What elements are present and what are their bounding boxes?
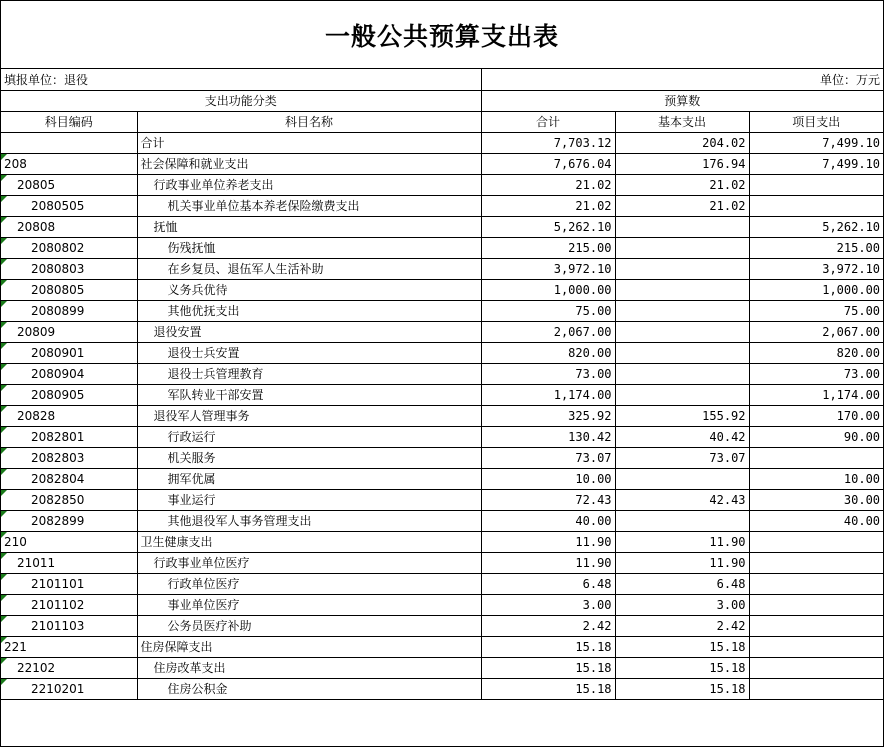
cell-name: 机关事业单位基本养老保险缴费支出 (137, 195, 481, 216)
cell-total: 2,067.00 (481, 321, 615, 342)
cell-name: 退役军人管理事务 (137, 405, 481, 426)
cell-project (749, 594, 883, 615)
cell-name: 义务兵优待 (137, 279, 481, 300)
cell-code: 20808 (1, 216, 137, 237)
cell-project: 5,262.10 (749, 216, 883, 237)
cell-total: 10.00 (481, 468, 615, 489)
cell-code: 2210201 (1, 678, 137, 699)
cell-project: 7,499.10 (749, 153, 883, 174)
cell-project (749, 531, 883, 552)
cell-name: 行政事业单位养老支出 (137, 174, 481, 195)
cell-total: 73.00 (481, 363, 615, 384)
cell-total: 2.42 (481, 615, 615, 636)
table-row (1, 384, 883, 405)
cell-total: 1,174.00 (481, 384, 615, 405)
cell-basic (615, 384, 749, 405)
cell-total: 11.90 (481, 531, 615, 552)
cell-code: 21011 (1, 552, 137, 573)
cell-name: 住房改革支出 (137, 657, 481, 678)
cell-basic (615, 279, 749, 300)
cell-project (749, 615, 883, 636)
cell-code: 2082899 (1, 510, 137, 531)
cell-code: 2080505 (1, 195, 137, 216)
cell-name: 退役士兵管理教育 (137, 363, 481, 384)
table-row (1, 531, 883, 552)
table-row (1, 279, 883, 300)
table-row (1, 300, 883, 321)
cell-total: 3.00 (481, 594, 615, 615)
cell-name: 社会保障和就业支出 (137, 153, 481, 174)
budget-table (1, 69, 883, 700)
table-row (1, 216, 883, 237)
cell-project: 7,499.10 (749, 132, 883, 153)
cell-total: 15.18 (481, 678, 615, 699)
cell-project (749, 174, 883, 195)
cell-code: 2080905 (1, 384, 137, 405)
cell-total: 325.92 (481, 405, 615, 426)
cell-code: 2080899 (1, 300, 137, 321)
cell-code: 20809 (1, 321, 137, 342)
cell-basic (615, 237, 749, 258)
cell-total: 15.18 (481, 657, 615, 678)
cell-code: 2101101 (1, 573, 137, 594)
cell-total: 215.00 (481, 237, 615, 258)
cell-name: 事业单位医疗 (137, 594, 481, 615)
cell-code: 2082850 (1, 489, 137, 510)
cell-basic: 176.94 (615, 153, 749, 174)
cell-name: 退役士兵安置 (137, 342, 481, 363)
cell-name: 合计 (137, 132, 481, 153)
cell-basic (615, 468, 749, 489)
header-budget: 预算数 (481, 90, 883, 111)
cell-total: 1,000.00 (481, 279, 615, 300)
table-row (1, 678, 883, 699)
cell-project: 75.00 (749, 300, 883, 321)
cell-basic: 15.18 (615, 678, 749, 699)
cell-code: 2082804 (1, 468, 137, 489)
cell-project: 820.00 (749, 342, 883, 363)
cell-name: 住房公积金 (137, 678, 481, 699)
cell-basic: 42.43 (615, 489, 749, 510)
cell-basic: 21.02 (615, 195, 749, 216)
cell-code: 221 (1, 636, 137, 657)
cell-code: 2101102 (1, 594, 137, 615)
cell-name: 抚恤 (137, 216, 481, 237)
cell-project (749, 573, 883, 594)
cell-basic: 73.07 (615, 447, 749, 468)
cell-basic: 6.48 (615, 573, 749, 594)
cell-name: 其他退役军人事务管理支出 (137, 510, 481, 531)
cell-code: 2080802 (1, 237, 137, 258)
header-total: 合计 (481, 111, 615, 132)
cell-project (749, 678, 883, 699)
table-row (1, 594, 883, 615)
table-row (1, 615, 883, 636)
cell-basic (615, 216, 749, 237)
cell-name: 在乡复员、退伍军人生活补助 (137, 258, 481, 279)
cell-project: 3,972.10 (749, 258, 883, 279)
cell-total: 5,262.10 (481, 216, 615, 237)
page-title: 一般公共预算支出表 (324, 21, 559, 51)
cell-project: 10.00 (749, 468, 883, 489)
cell-basic: 2.42 (615, 615, 749, 636)
cell-basic (615, 363, 749, 384)
cell-code: 2080904 (1, 363, 137, 384)
table-row (1, 258, 883, 279)
table-row (1, 321, 883, 342)
cell-basic: 15.18 (615, 636, 749, 657)
cell-name: 拥军优属 (137, 468, 481, 489)
table-row (1, 363, 883, 384)
cell-code (1, 132, 137, 153)
table-row (1, 342, 883, 363)
table-row (1, 174, 883, 195)
cell-total: 11.90 (481, 552, 615, 573)
table-row (1, 636, 883, 657)
cell-basic: 204.02 (615, 132, 749, 153)
cell-basic (615, 300, 749, 321)
cell-basic (615, 510, 749, 531)
cell-project (749, 447, 883, 468)
cell-total: 7,676.04 (481, 153, 615, 174)
meta-row (1, 69, 883, 90)
cell-total: 6.48 (481, 573, 615, 594)
cell-basic: 155.92 (615, 405, 749, 426)
cell-basic: 15.18 (615, 657, 749, 678)
cell-project (749, 195, 883, 216)
cell-project: 215.00 (749, 237, 883, 258)
cell-basic (615, 342, 749, 363)
cell-basic: 40.42 (615, 426, 749, 447)
cell-name: 伤残抚恤 (137, 237, 481, 258)
cell-project: 30.00 (749, 489, 883, 510)
cell-basic (615, 321, 749, 342)
cell-name: 行政事业单位医疗 (137, 552, 481, 573)
cell-project (749, 657, 883, 678)
cell-name: 住房保障支出 (137, 636, 481, 657)
cell-name: 退役安置 (137, 321, 481, 342)
table-row (1, 489, 883, 510)
cell-project: 40.00 (749, 510, 883, 531)
header-code: 科目编码 (1, 111, 137, 132)
cell-project: 73.00 (749, 363, 883, 384)
cell-project: 1,000.00 (749, 279, 883, 300)
cell-name: 卫生健康支出 (137, 531, 481, 552)
unit-label: 单位：万元 (481, 69, 883, 90)
table-row (1, 468, 883, 489)
cell-project: 2,067.00 (749, 321, 883, 342)
cell-code: 2082801 (1, 426, 137, 447)
cell-code: 20805 (1, 174, 137, 195)
table-row (1, 573, 883, 594)
cell-total: 75.00 (481, 300, 615, 321)
cell-total: 40.00 (481, 510, 615, 531)
cell-code: 208 (1, 153, 137, 174)
cell-total: 7,703.12 (481, 132, 615, 153)
table-row (1, 153, 883, 174)
cell-project (749, 636, 883, 657)
cell-total: 21.02 (481, 195, 615, 216)
table-row (1, 405, 883, 426)
cell-project: 90.00 (749, 426, 883, 447)
cell-code: 2080805 (1, 279, 137, 300)
cell-name: 行政运行 (137, 426, 481, 447)
header-name: 科目名称 (137, 111, 481, 132)
header-basic: 基本支出 (615, 111, 749, 132)
header-function-class: 支出功能分类 (1, 90, 481, 111)
cell-name: 行政单位医疗 (137, 573, 481, 594)
cell-basic: 3.00 (615, 594, 749, 615)
cell-name: 其他优抚支出 (137, 300, 481, 321)
cell-total: 21.02 (481, 174, 615, 195)
cell-total: 15.18 (481, 636, 615, 657)
table-row (1, 447, 883, 468)
cell-total: 3,972.10 (481, 258, 615, 279)
cell-code: 20828 (1, 405, 137, 426)
cell-total: 820.00 (481, 342, 615, 363)
cell-code: 2101103 (1, 615, 137, 636)
table-row (1, 132, 883, 153)
cell-code: 2082803 (1, 447, 137, 468)
table-row (1, 426, 883, 447)
cell-name: 军队转业干部安置 (137, 384, 481, 405)
cell-project: 170.00 (749, 405, 883, 426)
cell-code: 22102 (1, 657, 137, 678)
cell-basic: 11.90 (615, 552, 749, 573)
cell-total: 130.42 (481, 426, 615, 447)
cell-total: 72.43 (481, 489, 615, 510)
cell-name: 公务员医疗补助 (137, 615, 481, 636)
cell-name: 机关服务 (137, 447, 481, 468)
header-row-2 (1, 111, 883, 132)
cell-code: 2080803 (1, 258, 137, 279)
title-row (1, 1, 883, 69)
table-row (1, 195, 883, 216)
cell-name: 事业运行 (137, 489, 481, 510)
cell-basic (615, 258, 749, 279)
cell-basic: 21.02 (615, 174, 749, 195)
table-row (1, 657, 883, 678)
cell-project (749, 552, 883, 573)
header-project: 项目支出 (749, 111, 883, 132)
header-row-1 (1, 90, 883, 111)
cell-project: 1,174.00 (749, 384, 883, 405)
cell-code: 2080901 (1, 342, 137, 363)
cell-total: 73.07 (481, 447, 615, 468)
cell-basic: 11.90 (615, 531, 749, 552)
filler-label: 填报单位：退役 (1, 69, 481, 90)
table-row (1, 552, 883, 573)
table-row (1, 510, 883, 531)
table-row (1, 237, 883, 258)
cell-code: 210 (1, 531, 137, 552)
